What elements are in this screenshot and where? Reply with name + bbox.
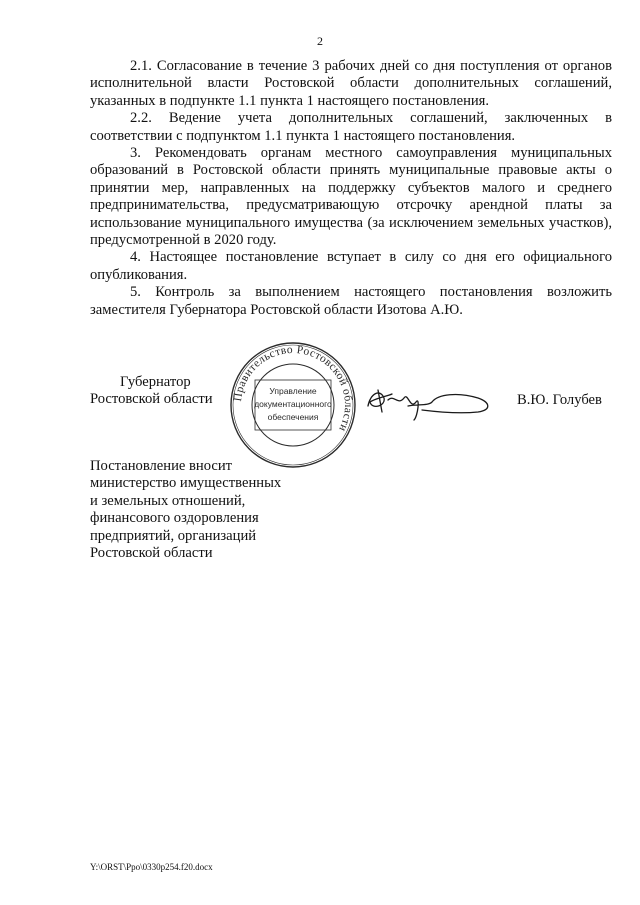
stamp-inner-line2: документационного [254,399,332,409]
note-line: Постановление вносит [90,458,233,474]
note-line: Ростовской области [90,545,213,562]
official-stamp [228,340,358,470]
submission-note [90,458,330,562]
file-path-footer: Y:\ORST\Ppo\0330p254.f20.docx [90,862,213,872]
stamp-inner-line1: Управление [269,386,317,396]
paragraph-4: 4. Настоящее постановление вступает в силу со дня его официального опубликования. [90,249,612,283]
paragraph-2-1: 2.1. Согласование в течение 3 рабочих дней со дня поступления от органов исполнительной власти Ростовской области дополнительных соглашений, указанных в подпункте 1.1 пункта 1 настоящего постановления. [90,58,612,109]
governor-title [90,374,230,409]
handwritten-signature [358,376,498,426]
governor-title-line1: Губернатор [120,374,191,390]
paragraph-3: 3. Рекомендовать органам местного самоуправления муниципальных образований в Ростовской области принять муниципальные правовые акты о принятии мер, направленных на поддержку субъектов малого и среднего предпринимательства, предусматривающую отсрочку арендной платы за использование муниципального имущества (за исключением земельных участков), предусмотренной в 2020 году. [90,145,612,249]
stamp-outer-text: Правительство Ростовской области [232,343,355,434]
governor-title-line2: Ростовской области [90,391,213,408]
note-line: финансового оздоровления [90,510,259,527]
note-line: предприятий, организаций [90,527,257,544]
document-body [90,58,612,319]
paragraph-5: 5. Контроль за выполнением настоящего постановления возложить заместителя Губернатора Ростовской области Изотова А.Ю. [90,284,612,318]
note-line: министерство имущественных [90,475,282,492]
stamp-inner-line3: обеспечения [267,412,319,422]
signer-name: В.Ю. Голубев [517,392,602,408]
paragraph-2-2: 2.2. Ведение учета дополнительных соглашений, заключенных в соответствии с подпунктом 1.1 пункта 1 настоящего постановления. [90,110,612,144]
note-line: и земельных отношений, [90,492,246,509]
page-number: 2 [317,34,323,48]
